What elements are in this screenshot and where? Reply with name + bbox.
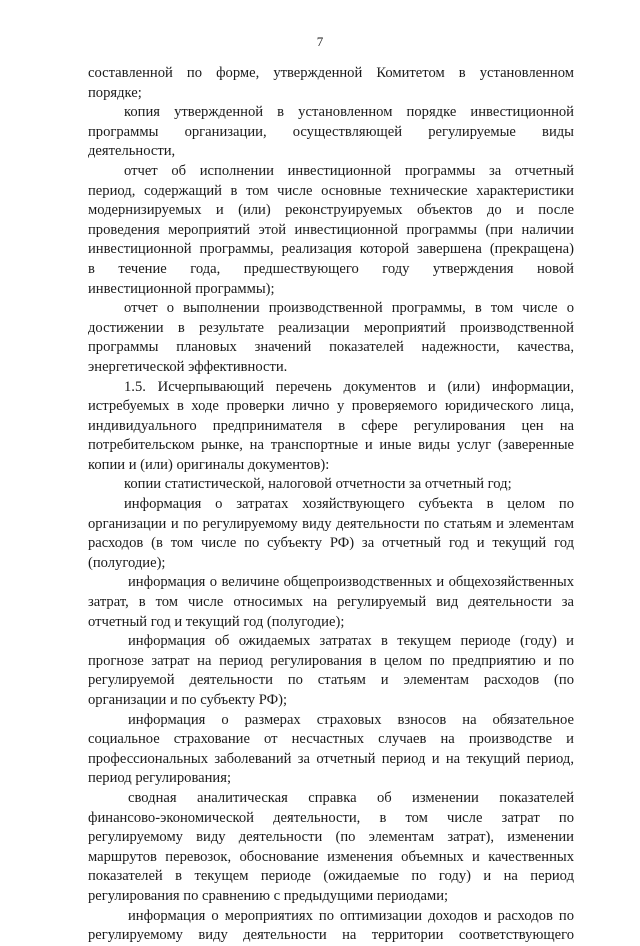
text-line: копии и (или) оригиналы документов): — [88, 456, 330, 473]
text-line: (полугодие); — [88, 554, 166, 571]
text-line: инвестиционной программы); — [88, 280, 275, 297]
text-line: 1.5. Исчерпывающий перечень документов и (или) информации, — [124, 378, 574, 395]
text-line: отчет об исполнении инвестиционной программы за отчетный — [124, 162, 574, 179]
text-line: регулируемой деятельности по статьям и элементам расходов (по — [88, 672, 574, 689]
text-line: период, содержащий в том числе основные технические характеристики — [88, 182, 574, 199]
text-line: проведения мероприятий этой инвестиционной программы (при наличии — [88, 221, 574, 238]
text-line: истребуемых в ходе проверки лично у проверяемого юридического лица, — [88, 398, 574, 415]
text-line: финансово-экономической деятельности, в том числе затрат по — [88, 809, 574, 826]
text-line: показателей в текущем периоде (ожидаемые по году) и на период — [88, 868, 574, 885]
text-line: затрат, в том числе относимых на регулируемый вид деятельности за — [88, 594, 574, 611]
text-line: составленной по форме, утвержденной Комитетом в установленном — [88, 65, 574, 81]
text-line: копии статистической, налоговой отчетности за отчетный год; — [124, 476, 512, 493]
text-line: регулируемому виду деятельности на территории соответствующего — [88, 927, 574, 944]
text-line: порядке; — [88, 84, 142, 101]
text-line: профессиональных заболеваний за отчетный период и на текущий период, — [88, 750, 574, 767]
text-line: потребительском рынке, на транспортные и иные виды услуг (заверенные — [88, 437, 574, 454]
text-line: отчетный год и текущий год (полугодие); — [88, 613, 345, 630]
text-line: информация о мероприятиях по оптимизации доходов и расходов по — [128, 907, 574, 924]
text-line: программы плановых значений показателей надежности, качества, — [88, 339, 574, 356]
text-line: информация о затратах хозяйствующего субъекта в целом по — [124, 496, 574, 513]
text-line: расходов (в том числе по субъекту РФ) за отчетный год и текущий год — [88, 535, 574, 552]
text-line: организации и по субъекту РФ); — [88, 692, 288, 708]
text-line: период регулирования; — [88, 770, 232, 787]
text-line: программы организации, осуществляющей регулируемые виды — [88, 123, 574, 140]
text-line: организации и по регулируемому виду деятельности по статьям и элементам — [88, 515, 574, 532]
text-line: информация об ожидаемых затратах в текущем периоде (году) и — [128, 633, 574, 650]
text-line: в течение года, предшествующего году утверждения новой — [88, 260, 574, 277]
text-line: социальное страхование от несчастных случаев на производстве и — [88, 731, 574, 748]
text-line: информация о величине общепроизводственных и общехозяйственных — [128, 574, 574, 591]
text-line: копия утвержденной в установленном порядке инвестиционной — [124, 104, 574, 121]
text-line: сводная аналитическая справка об изменении показателей — [128, 789, 574, 806]
text-line: регулирования по сравнению с предыдущими периодами; — [88, 887, 449, 904]
text-line: маршрутов перевозок, обоснование изменения объемных и качественных — [88, 848, 574, 865]
text-line: инвестиционной программы, реализация которой завершена (прекращена) — [88, 241, 574, 258]
text-line: информация о размерах страховых взносов на обязательное — [128, 711, 574, 728]
text-line: модернизируемых и (или) реконструируемых объектов до и после — [88, 202, 574, 219]
text-line: регулируемому виду деятельности (по элементам затрат), изменении — [88, 829, 574, 846]
text-line: деятельности, — [88, 143, 176, 160]
text-line: отчет о выполнении производственной программы, в том числе о — [124, 300, 574, 317]
text-line: прогнозе затрат на период регулирования в целом по предприятию и по — [88, 652, 574, 669]
text-line: индивидуального предпринимателя в сфере регулирования цен на — [88, 417, 574, 434]
text-line: энергетической эффективности. — [88, 358, 288, 375]
document-body — [88, 64, 574, 946]
text-line: достижении в результате реализации мероприятий производственной — [88, 319, 574, 336]
page-number: 7 — [316, 34, 324, 49]
